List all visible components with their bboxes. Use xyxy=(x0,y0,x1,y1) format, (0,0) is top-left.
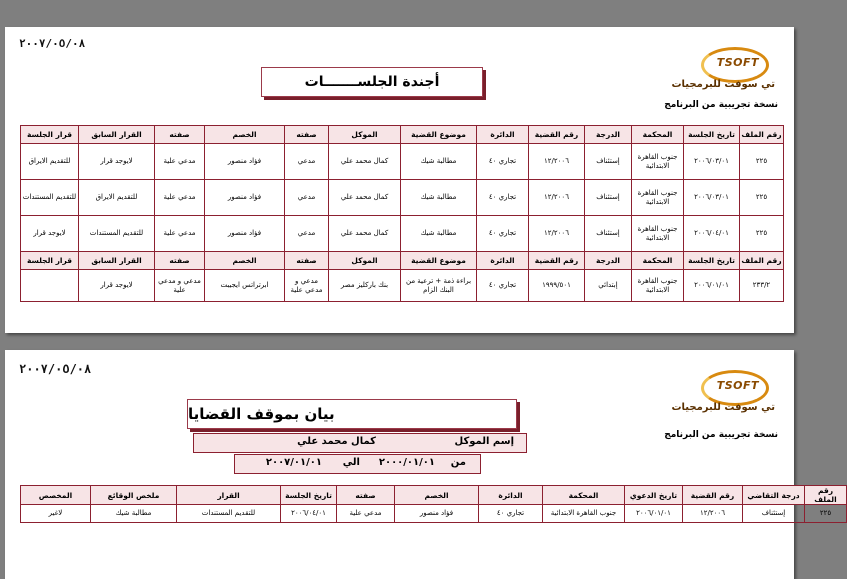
logo-mark: TSOFT xyxy=(716,379,759,392)
agenda-table xyxy=(20,125,784,302)
table-cell: فؤاد منصور xyxy=(205,144,285,180)
col-header: قرار الجلسة xyxy=(21,126,79,144)
table-cell: إستئناف xyxy=(585,144,632,180)
table-cell: ٢٠٠٦/٠٣/٠١ xyxy=(684,144,740,180)
to-label: الي xyxy=(342,457,360,468)
table-cell: ١٢/٢٠٠٦ xyxy=(529,144,585,180)
col-header: المحكمة xyxy=(632,252,684,270)
table-cell: مطالبة شيك xyxy=(401,144,477,180)
report-date: ٢٠٠٧/٠٥/٠٨ xyxy=(19,37,86,50)
from-label: من xyxy=(450,457,466,468)
col-header: الدائرة xyxy=(477,126,529,144)
col-header: صفته xyxy=(155,126,205,144)
table-cell: ٢٠٠٦/٠٣/٠١ xyxy=(684,180,740,216)
table-row xyxy=(21,216,784,252)
table-cell: ٢٢٥ xyxy=(740,180,784,216)
col-header: رقم الملف xyxy=(740,126,784,144)
col-header: الموكل xyxy=(329,252,401,270)
report-title: بيان بموقف القضايا xyxy=(187,399,517,429)
table-cell: مدعي علية xyxy=(337,505,395,523)
table-cell: ١٢/٢٠٠٦ xyxy=(529,216,585,252)
col-header: رقم القضية xyxy=(529,126,585,144)
table-cell: للتقديم المستندات xyxy=(177,505,281,523)
table-cell: لايوجد قرار xyxy=(79,270,155,302)
col-header: موضوع القضية xyxy=(401,126,477,144)
col-header: الخصم xyxy=(395,486,479,505)
tsoft-logo xyxy=(671,368,775,420)
col-header: ملخص الوقائع xyxy=(91,486,177,505)
table-cell: مدعي علية xyxy=(155,144,205,180)
table-cell: تجاري ٤٠ xyxy=(479,505,543,523)
table-cell: كمال محمد علي xyxy=(329,144,401,180)
col-header: رقم القضية xyxy=(529,252,585,270)
table-cell: مدعي و مدعي علية xyxy=(285,270,329,302)
col-header: رقم الملف xyxy=(740,252,784,270)
col-header: موضوع القضية xyxy=(401,252,477,270)
agenda-header-row-repeat xyxy=(21,252,784,270)
table-cell: مدعي xyxy=(285,180,329,216)
table-cell: بنك باركليز مصر xyxy=(329,270,401,302)
col-header: تاريخ الجلسة xyxy=(684,126,740,144)
table-row xyxy=(21,270,784,302)
table-cell: تجاري ٤٠ xyxy=(477,216,529,252)
table-cell: ١٢/٢٠٠٦ xyxy=(683,505,743,523)
to-date: ٢٠٠٧/٠١/٠١ xyxy=(265,457,322,468)
col-header: صفته xyxy=(285,126,329,144)
table-cell: ١٢/٢٠٠٦ xyxy=(529,180,585,216)
table-cell: جنوب القاهرة الابتدائية xyxy=(543,505,625,523)
table-cell: للتقديم المستندات xyxy=(21,180,79,216)
table-cell: مطالبة شيك xyxy=(401,216,477,252)
col-header: الخصم xyxy=(205,126,285,144)
table-cell: للتقديم الايراق xyxy=(79,180,155,216)
table-cell: ٢٢٥ xyxy=(805,505,847,523)
table-cell: مدعي xyxy=(285,144,329,180)
table-row xyxy=(21,180,784,216)
col-header: قرار الجلسة xyxy=(21,252,79,270)
report-date: ٢٠٠٧/٠٥/٠٨ xyxy=(19,362,92,376)
table-cell: للتقديم الايراق xyxy=(21,144,79,180)
table-cell: مطالبة شيك xyxy=(91,505,177,523)
table-cell: ٢٠٠٦/٠١/٠١ xyxy=(684,270,740,302)
table-cell: ١٩٩٩/٥٠١ xyxy=(529,270,585,302)
table-cell: مدعي و مدعي علية xyxy=(155,270,205,302)
table-cell: لايوجد قرار xyxy=(21,216,79,252)
col-header: الدرجة xyxy=(585,252,632,270)
case-header-row xyxy=(21,486,847,505)
tsoft-logo xyxy=(671,45,775,97)
col-header: القرار السابق xyxy=(79,126,155,144)
col-header: الدائرة xyxy=(479,486,543,505)
col-header: تاريخ الجلسة xyxy=(281,486,337,505)
table-cell: تجاري ٤٠ xyxy=(477,144,529,180)
col-header: رقم القضية xyxy=(683,486,743,505)
trial-version-note: نسخة تجريبية من البرنامج xyxy=(664,430,778,440)
from-date: ٢٠٠٠/٠١/٠١ xyxy=(378,457,435,468)
col-header: المحكمة xyxy=(632,126,684,144)
table-cell: كمال محمد علي xyxy=(329,180,401,216)
col-header: درجة التقاضي xyxy=(743,486,805,505)
trial-version-note: نسخة تجريبية من البرنامج xyxy=(664,100,778,110)
table-cell: فؤاد منصور xyxy=(205,180,285,216)
col-header: رقم الملف xyxy=(805,486,847,505)
table-cell: ٢٠٠٦/٠١/٠١ xyxy=(625,505,683,523)
table-cell: تجاري ٤٠ xyxy=(477,270,529,302)
col-header: القرار السابق xyxy=(79,252,155,270)
report-title: أجندة الجلســـــــات xyxy=(261,67,483,97)
client-filter-box xyxy=(193,433,527,453)
table-cell: تجاري ٤٠ xyxy=(477,180,529,216)
table-cell: لاغير xyxy=(21,505,91,523)
table-cell: مدعي علية xyxy=(155,216,205,252)
col-header: تاريخ الجلسة xyxy=(684,252,740,270)
logo-mark: TSOFT xyxy=(716,56,759,69)
table-cell: للتقديم المستندات xyxy=(79,216,155,252)
table-cell: كمال محمد علي xyxy=(329,216,401,252)
logo-company-name: تي سوفت للبرمجيات xyxy=(671,402,775,413)
table-cell: إستئناف xyxy=(743,505,805,523)
table-cell: مدعي علية xyxy=(155,180,205,216)
col-header: الدائرة xyxy=(477,252,529,270)
report-page-case-status xyxy=(5,350,837,579)
agenda-header-row xyxy=(21,126,784,144)
table-cell: إستئناف xyxy=(585,180,632,216)
col-header: صفته xyxy=(337,486,395,505)
col-header: تاريخ الدعوي xyxy=(625,486,683,505)
col-header: الخصم xyxy=(205,252,285,270)
table-cell: إبتدائي xyxy=(585,270,632,302)
col-header: القرار xyxy=(177,486,281,505)
col-header: المحكمة xyxy=(543,486,625,505)
table-cell: ابرتراتس ايجيبت xyxy=(205,270,285,302)
table-cell: ٢٢٥ xyxy=(740,216,784,252)
table-cell: جنوب القاهرة الابتدائية xyxy=(632,180,684,216)
table-cell: ٢٠٠٦/٠٤/٠١ xyxy=(281,505,337,523)
table-cell: جنوب القاهرة الابتدائية xyxy=(632,270,684,302)
logo-company-name: تي سوفت للبرمجيات xyxy=(671,79,775,90)
client-name: كمال محمد علي xyxy=(297,436,376,447)
date-range-box xyxy=(234,454,481,474)
table-cell: ٢٢٥ xyxy=(740,144,784,180)
col-header: الموكل xyxy=(329,126,401,144)
table-cell: جنوب القاهرة الابتدائية xyxy=(632,216,684,252)
table-cell: إستئناف xyxy=(585,216,632,252)
col-header: صفته xyxy=(155,252,205,270)
table-cell: جنوب القاهرة الابتدائية xyxy=(632,144,684,180)
table-cell: فؤاد منصور xyxy=(205,216,285,252)
table-cell: ٢٠٠٦/٠٤/٠١ xyxy=(684,216,740,252)
table-cell: ٢٣٣/٢ xyxy=(740,270,784,302)
table-cell: لايوجد قرار xyxy=(79,144,155,180)
table-row xyxy=(21,144,784,180)
table-cell: فؤاد منصور xyxy=(395,505,479,523)
table-cell: مطالبة شيك xyxy=(401,180,477,216)
table-cell xyxy=(21,270,79,302)
table-row xyxy=(21,505,847,523)
report-page-agenda xyxy=(5,27,794,333)
col-header: صفته xyxy=(285,252,329,270)
client-label: إسم الموكل xyxy=(454,436,514,447)
col-header: المخصص xyxy=(21,486,91,505)
col-header: الدرجة xyxy=(585,126,632,144)
case-status-table xyxy=(20,485,847,523)
table-cell: براءة ذمة + ترعية من البنك الزام xyxy=(401,270,477,302)
table-cell: مدعي xyxy=(285,216,329,252)
